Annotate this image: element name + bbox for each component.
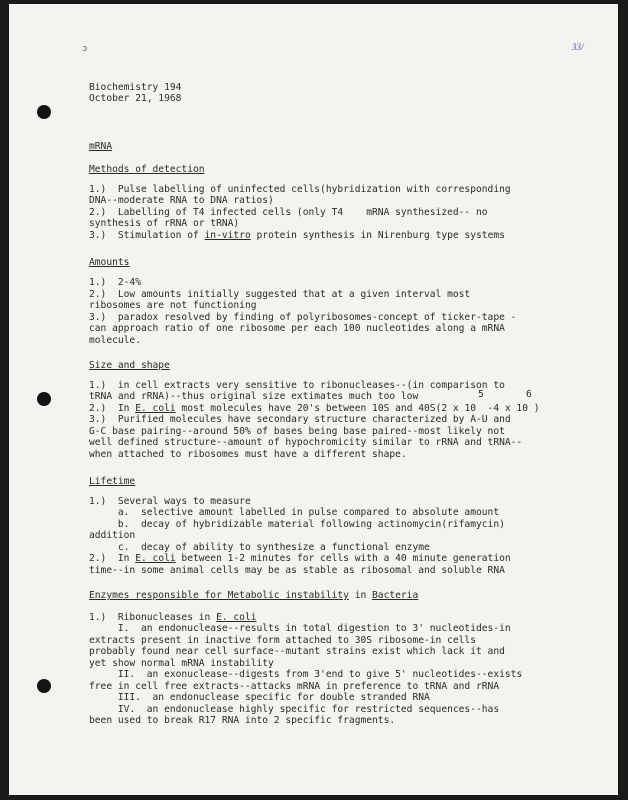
text-line: 1.) Several ways to measure — [89, 496, 251, 507]
text-line: 1.) Pulse labelling of uninfected cells(hybridization with corresponding — [89, 184, 511, 195]
text-line: c. decay of ability to synthesize a functional enzyme — [89, 542, 430, 553]
text-line: well defined structure--amount of hypochromicity similar to rRNA and tRNA-- — [89, 437, 523, 448]
text-line: 1.) in cell extracts very sensitive to ribonucleases--(in comparison to — [89, 380, 505, 391]
text-line: addition — [89, 530, 136, 541]
text-line: molecule. — [89, 335, 141, 346]
text-line: 2.) In E. coli most molecules have 20's between 10S and 40S(2 x 10 -4 x 10 ) — [89, 403, 540, 414]
section-heading-methods: Methods of detection — [89, 164, 205, 175]
text-line: II. an exonuclease--digests from 3'end to give 5' nucleotides--exists — [89, 669, 523, 680]
punch-hole-icon — [37, 105, 51, 119]
section-heading-amounts: Amounts — [89, 257, 130, 268]
page-number: 33/ — [572, 42, 584, 52]
topic-heading: mRNA — [89, 141, 113, 152]
text-line: 3.) Stimulation of in-vitro protein synthesis in Nirenburg type systems — [89, 230, 505, 241]
text-line: extracts present in inactive form attached to 30S ribosome-in cells — [89, 635, 476, 646]
text-line: 2.) In E. coli between 1-2 minutes for cells with a 40 minute generation — [89, 553, 511, 564]
text-line: 1.) 2-4% — [89, 277, 141, 288]
text-line: IV. an endonuclease highly specific for restricted sequences--has — [89, 704, 500, 715]
text-line: I. an endonuclease--results in total digestion to 3' nucleotides-in — [89, 623, 511, 634]
text-line: 3.) paradox resolved by finding of polyribosomes-concept of ticker-tape - — [89, 312, 517, 323]
text-line: III. an endonuclease specific for double stranded RNA — [89, 692, 430, 703]
text-line: 1.) Ribonucleases in E. coli — [89, 612, 257, 623]
exponent: 5 — [478, 389, 484, 400]
text-line: synthesis of rRNA or tRNA) — [89, 218, 240, 229]
text-line: time--in some animal cells may be as stable as ribosomal and soluble RNA — [89, 565, 505, 576]
text-line: 2.) Low amounts initially suggested that at a given interval most — [89, 289, 471, 300]
punch-hole-icon — [37, 392, 51, 406]
text-line: yet show normal mRNA instability — [89, 658, 274, 669]
text-line: DNA--moderate RNA to DNA ratios) — [89, 195, 274, 206]
punch-hole-icon — [37, 679, 51, 693]
date-line: October 21, 1968 — [89, 93, 182, 104]
text-line: tRNA and rRNA)--thus original size extimates much too low — [89, 391, 419, 402]
text-line: ribosomes are not functioning — [89, 300, 257, 311]
exponent: 6 — [526, 389, 532, 400]
ink-mark: ɔ — [82, 44, 88, 54]
text-line: b. decay of hybridizable material following actinomycin(rifamycin) — [89, 519, 505, 530]
text-line: probably found near cell surface--mutant strains exist which lack it and — [89, 646, 505, 657]
text-line: when attached to ribosomes must have a different shape. — [89, 449, 407, 460]
section-heading-lifetime: Lifetime — [89, 476, 136, 487]
text-line: a. selective amount labelled in pulse compared to absolute amount — [89, 507, 500, 518]
text-line: can approach ratio of one ribosome per each 100 nucleotides along a mRNA — [89, 323, 505, 334]
text-line: been used to break R17 RNA into 2 specific fragments. — [89, 715, 396, 726]
section-heading-size: Size and shape — [89, 360, 170, 371]
section-heading-enzymes: Enzymes responsible for Metabolic instability in Bacteria — [89, 590, 419, 601]
text-line: 2.) Labelling of T4 infected cells (only T4 mRNA synthesized-- no — [89, 207, 488, 218]
course-line: Biochemistry 194 — [89, 82, 182, 93]
text-line: G-C base pairing--around 50% of bases being base paired--most likely not — [89, 426, 505, 437]
text-line: 3.) Purified molecules have secondary structure characterized by A-U and — [89, 414, 511, 425]
text-line: free in cell free extracts--attacks mRNA in preference to tRNA and rRNA — [89, 681, 500, 692]
